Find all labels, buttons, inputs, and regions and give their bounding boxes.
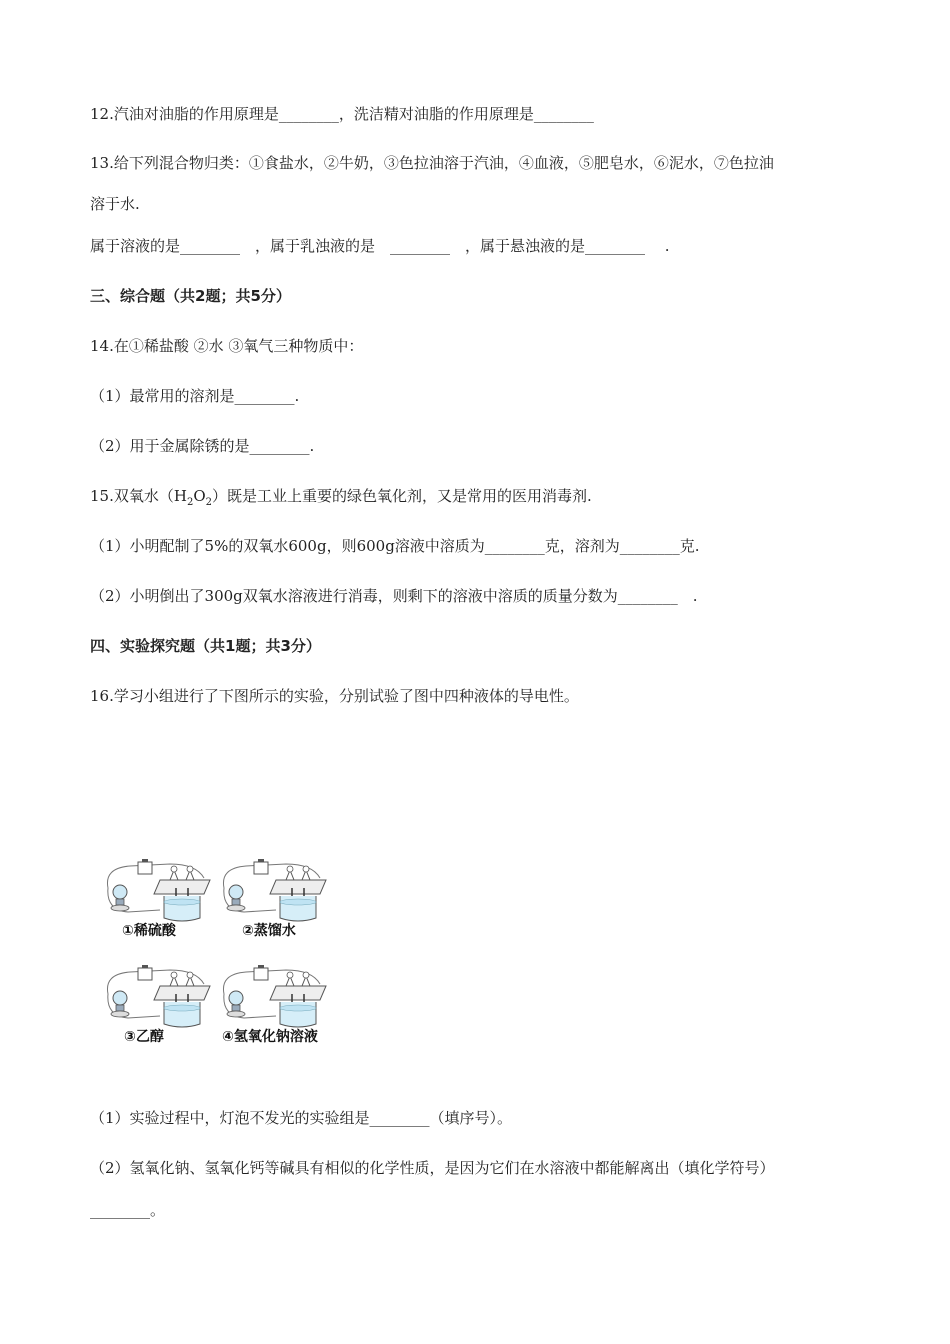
question-16: 16.学习小组进行了下图所示的实验，分别试验了图中四种液体的导电性。 — [90, 687, 579, 705]
section-3-heading: 三、综合题（共2题；共5分） — [90, 287, 291, 305]
experiment-figure — [96, 850, 336, 1050]
question-14-part-1: （1）最常用的溶剂是________. — [90, 387, 300, 405]
question-14-part-2: （2）用于金属除锈的是________. — [90, 437, 315, 455]
caption-ethanol: ③乙醇 — [124, 1029, 164, 1045]
question-16-part-1: （1）实验过程中，灯泡不发光的实验组是________（填序号）。 — [90, 1109, 513, 1127]
question-12: 12.汽油对油脂的作用原理是________，洗洁精对油脂的作用原理是________ — [90, 105, 594, 123]
question-13-blanks: 属于溶液的是________ ，属于乳浊液的是 ________ ，属于悬浊液的是________ . — [90, 237, 670, 255]
conductivity-apparatus-diagram — [96, 850, 336, 1050]
question-15: 15.双氧水$(H_2O_2)$既是工业上重要的绿色氧化剂，又是常用的医用消毒剂. — [90, 487, 592, 508]
question-14: 14.在①稀盐酸 ②水 ③氧气三种物质中： — [90, 337, 364, 355]
question-15-part-1: （1）小明配制了5%的双氧水600g，则600g溶液中溶质为________克，溶剂为________克. — [90, 537, 700, 555]
question-15-part-2: （2）小明倒出了300g双氧水溶液进行消毒，则剩下的溶液中溶质的质量分数为________ . — [90, 587, 698, 605]
caption-dilute-sulfuric-acid: ①稀硫酸 — [122, 923, 176, 939]
question-13-continued: 溶于水. — [90, 195, 140, 213]
question-16-part-2-blank: ________。 — [90, 1201, 166, 1219]
caption-sodium-hydroxide-solution: ④氢氧化钠溶液 — [222, 1029, 318, 1045]
question-13: 13.给下列混合物归类：①食盐水，②牛奶，③色拉油溶于汽油，④血液，⑤肥皂水，⑥泥水，⑦色拉油 — [90, 154, 774, 172]
question-16-part-2: （2）氢氧化钠、氢氧化钙等碱具有相似的化学性质，是因为它们在水溶液中都能解离出（填化学符号） — [90, 1159, 775, 1177]
section-4-heading: 四、实验探究题（共1题；共3分） — [90, 637, 321, 655]
caption-distilled-water: ②蒸馏水 — [242, 923, 296, 939]
